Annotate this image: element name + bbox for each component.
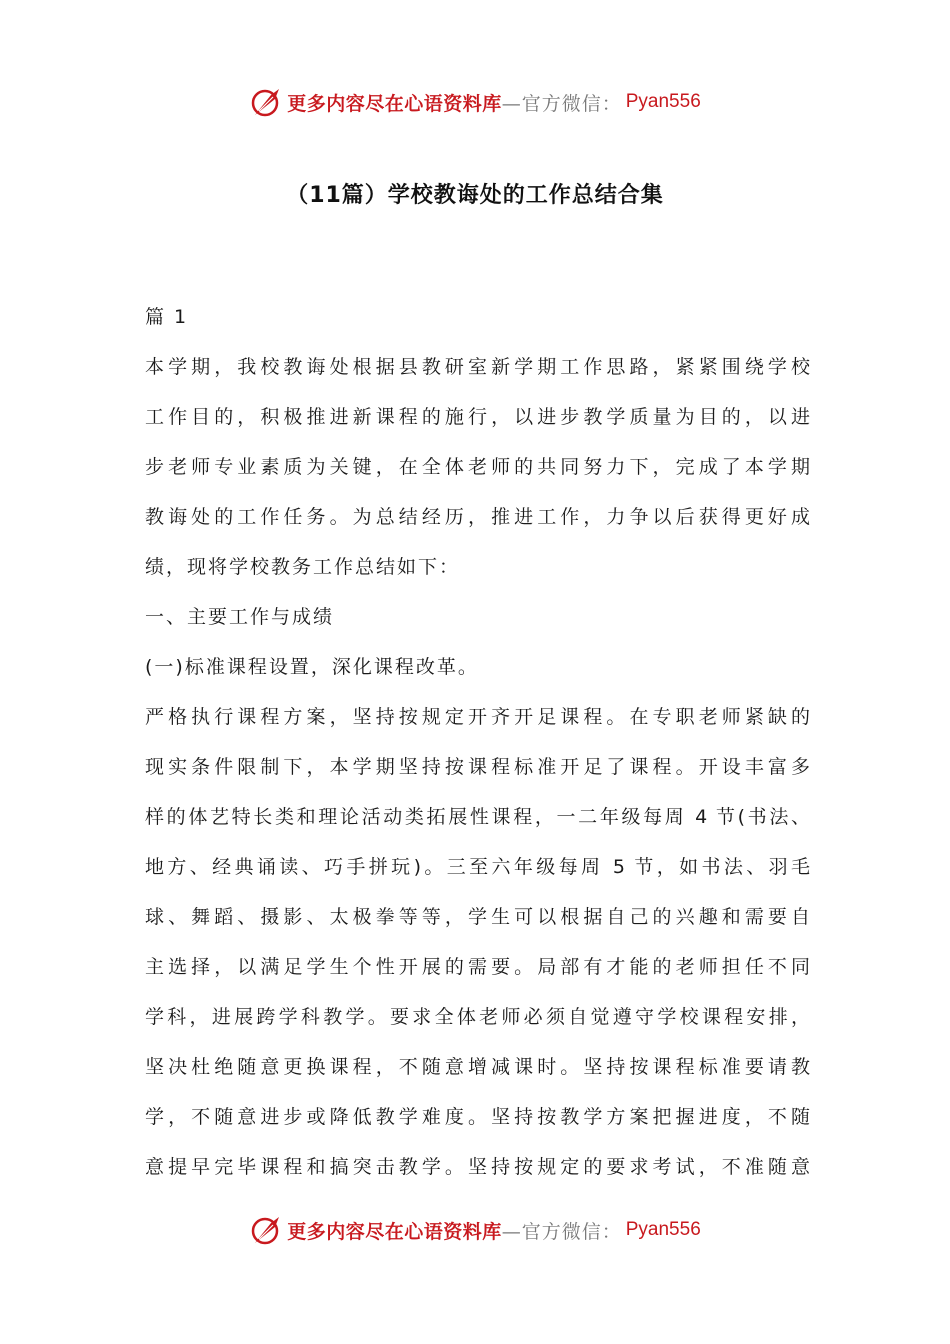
- quill-logo-icon: [249, 1213, 283, 1247]
- section-heading: 一、主要工作与成绩: [145, 606, 335, 628]
- header-banner: [0, 82, 950, 122]
- paragraph-line: 严格执行课程方案，坚持按规定开齐开足课程。在专职老师紧缺的: [145, 706, 810, 728]
- footer-banner: [0, 1210, 950, 1250]
- paragraph-line: 教诲处的工作任务。为总结经历，推进工作，力争以后获得更好成: [145, 506, 810, 528]
- document-title: （11篇）学校教诲处的工作总结合集: [286, 183, 664, 208]
- paragraph-line: 样的体艺特长类和理论活动类拓展性课程，一二年级每周 4 节(书法、: [145, 806, 810, 828]
- paragraph-line: 本学期，我校教诲处根据县教研室新学期工作思路，紧紧围绕学校: [145, 356, 810, 378]
- paragraph-line: 意提早完毕课程和搞突击教学。坚持按规定的要求考试，不准随意: [145, 1156, 810, 1178]
- footer-banner-text: 更多内容尽在心语资料库: [287, 1220, 502, 1243]
- header-banner-wechat-id: Pyan556: [625, 91, 701, 112]
- section-heading: 篇 1: [145, 306, 189, 328]
- paragraph-line: 工作目的，积极推进新课程的施行，以进步教学质量为目的，以进: [145, 406, 810, 428]
- footer-banner-wechat-id: Pyan556: [625, 1219, 701, 1240]
- paragraph-line: 地方、经典诵读、巧手拼玩)。三至六年级每周 5 节，如书法、羽毛: [145, 856, 810, 878]
- header-banner-wechat-label: —官方微信：: [501, 92, 622, 115]
- quill-logo-icon: [249, 85, 283, 119]
- document-body: [145, 292, 810, 1192]
- paragraph-line: 球、舞蹈、摄影、太极拳等等，学生可以根据自己的兴趣和需要自: [145, 906, 810, 928]
- paragraph-line: 现实条件限制下，本学期坚持按课程标准开足了课程。开设丰富多: [145, 756, 810, 778]
- paragraph-line: 步老师专业素质为关键，在全体老师的共同努力下，完成了本学期: [145, 456, 810, 478]
- paragraph-line: 学科，进展跨学科教学。要求全体老师必须自觉遵守学校课程安排，: [145, 1006, 810, 1028]
- subsection-heading: (一)标准课程设置，深化课程改革。: [145, 656, 479, 678]
- header-banner-text: 更多内容尽在心语资料库: [287, 92, 502, 115]
- footer-banner-wechat-label: —官方微信：: [501, 1220, 622, 1243]
- paragraph-line: 主选择，以满足学生个性开展的需要。局部有才能的老师担任不同: [145, 956, 810, 978]
- paragraph-line: 学，不随意进步或降低教学难度。坚持按教学方案把握进度，不随: [145, 1106, 810, 1128]
- paragraph-line: 坚决杜绝随意更换课程，不随意增减课时。坚持按课程标准要请教: [145, 1056, 810, 1078]
- paragraph-line: 绩，现将学校教务工作总结如下：: [145, 556, 461, 578]
